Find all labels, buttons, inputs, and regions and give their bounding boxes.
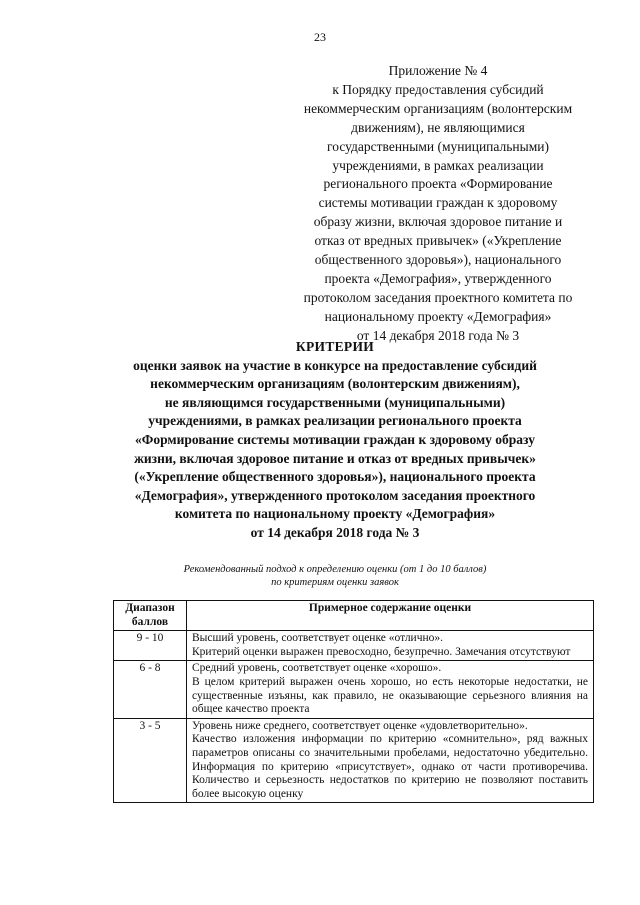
caption-line: по критериям оценки заявок xyxy=(271,577,399,588)
description-line: Высший уровень, соответствует оценке «отлично». xyxy=(192,632,444,645)
header-content: Примерное содержание оценки xyxy=(187,601,594,631)
appendix-line: к Порядку предоставления субсидий xyxy=(332,81,544,97)
header-score-range xyxy=(114,601,187,631)
criteria-line: оценки заявок на участие в конкурсе на предоставление субсидий xyxy=(133,357,537,373)
score-range-cell: 3 - 5 xyxy=(114,718,187,803)
appendix-line: движениям), не являющимися xyxy=(351,119,525,135)
appendix-line: протоколом заседания проектного комитета по xyxy=(303,289,573,305)
description-line: Качество изложения информации по критерию «сомнительно», ряд важных параметров описаны со значительными пробелами, недостаточно убедительно. Информация по критерию «присутствует», однако от части противоречива. Количество и серьезность недостатков по критерию не позволяют поставить более высокую оценку xyxy=(192,733,588,800)
header-range-line: Диапазон xyxy=(125,602,175,614)
table-row xyxy=(114,718,594,803)
appendix-line: государственными (муниципальными) xyxy=(327,138,549,154)
table-caption xyxy=(100,563,570,589)
appendix-line: проекта «Демография», утвержденного xyxy=(324,270,552,286)
description-line: В целом критерий выражен очень хорошо, но есть некоторые недостатки, не существенные изъяны, как правило, не оказывающие серьезного влияния на общее качество проекта xyxy=(192,675,588,716)
score-range-cell: 9 - 10 xyxy=(114,631,187,661)
description-cell xyxy=(187,718,594,803)
table-row xyxy=(114,661,594,718)
caption-line: Рекомендованный подход к определению оценки (от 1 до 10 баллов) xyxy=(183,564,487,575)
table-header-row xyxy=(114,601,594,631)
appendix-line: системы мотивации граждан к здоровому xyxy=(318,195,558,211)
scores-table xyxy=(113,600,594,803)
header-range-line: баллов xyxy=(131,615,169,628)
description-line: Критерий оценки выражен превосходно, безупречно. Замечания отсутствуют xyxy=(192,645,571,658)
appendix-line: от 14 декабря 2018 года № 3 xyxy=(356,327,520,343)
description-line: Средний уровень, соответствует оценке «хорошо». xyxy=(192,662,442,675)
appendix-line: образу жизни, включая здоровое питание и xyxy=(313,214,563,230)
criteria-line: жизни, включая здоровое питание и отказ от вредных привычек» xyxy=(134,450,536,466)
table-row xyxy=(114,631,594,661)
criteria-line: «Демография», утвержденного протоколом заседания проектного xyxy=(134,487,536,503)
appendix-line: отказ от вредных привычек» («Укрепление xyxy=(314,233,562,249)
score-range-cell: 6 - 8 xyxy=(114,661,187,718)
appendix-line: национальному проекту «Демография» xyxy=(324,308,552,324)
appendix-block xyxy=(278,62,598,346)
appendix-line: некоммерческим организациям (волонтерским xyxy=(303,100,573,116)
appendix-line: общественного здоровья»), национального xyxy=(314,252,562,268)
appendix-line: Приложение № 4 xyxy=(388,63,488,78)
criteria-line: от 14 декабря 2018 года № 3 xyxy=(250,524,420,540)
description-line: Уровень ниже среднего, соответствует оценке «удовлетворительно». xyxy=(192,719,528,732)
criteria-line: учреждениями, в рамках реализации регионального проекта xyxy=(148,413,522,429)
description-cell xyxy=(187,661,594,718)
criteria-title-block xyxy=(90,338,580,543)
criteria-line: комитета по национальному проекту «Демография» xyxy=(174,506,496,522)
criteria-line: некоммерческим организациям (волонтерским движениям), xyxy=(150,376,520,392)
criteria-line: не являющимся государственными (муниципальными) xyxy=(164,394,506,410)
description-cell xyxy=(187,631,594,661)
page-number: 23 xyxy=(314,30,326,44)
criteria-heading: КРИТЕРИИ xyxy=(295,339,375,354)
appendix-line: учреждениями, в рамках реализации xyxy=(332,157,544,173)
criteria-line: «Формирование системы мотивации граждан к здоровому образу xyxy=(135,431,535,447)
criteria-line: («Укрепление общественного здоровья»), национального проекта xyxy=(134,469,536,485)
appendix-line: регионального проекта «Формирование xyxy=(323,176,553,192)
